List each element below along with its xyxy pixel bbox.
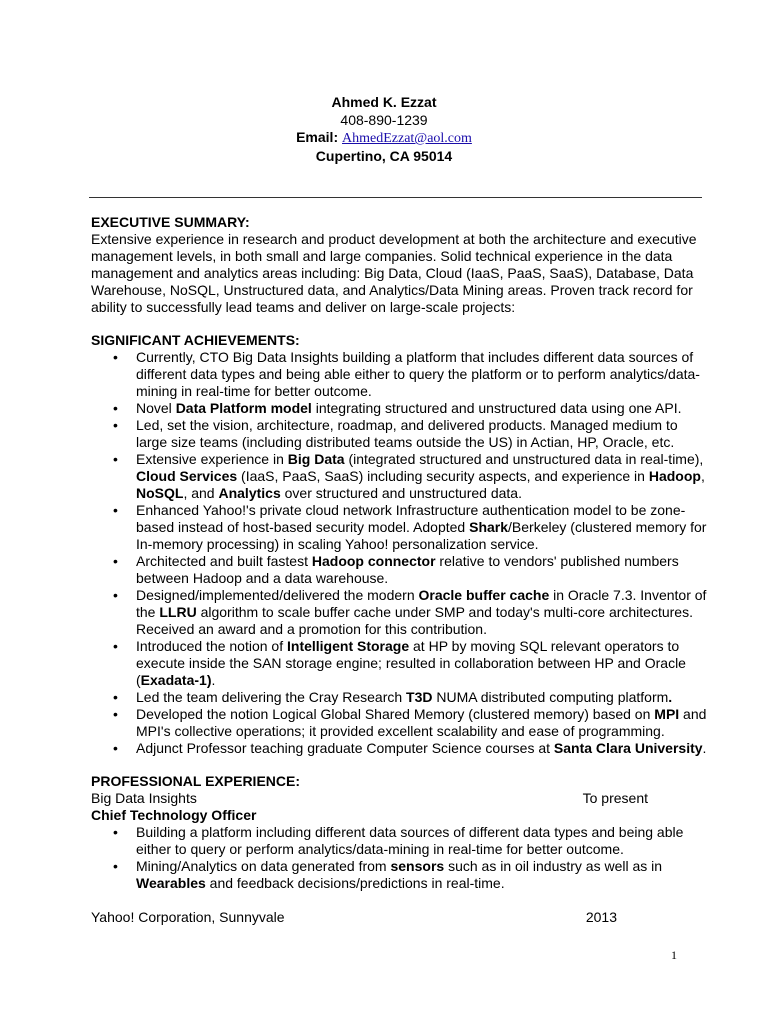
text-run: Designed/implemented/delivered the modern bbox=[136, 587, 419, 603]
job-row bbox=[91, 790, 707, 807]
text-run: Developed the notion Logical Global Shared Memory (clustered memory) based on bbox=[136, 706, 655, 722]
email-line bbox=[0, 129, 768, 148]
company-name: Yahoo! Corporation, Sunnyvale bbox=[91, 909, 285, 925]
bold-text: Intelligent Storage bbox=[287, 638, 410, 654]
text-run: Extensive experience in bbox=[136, 451, 288, 467]
text-run: Enhanced Yahoo!'s private cloud network Infrastructure authentication model to be zone-based instead of host-based security model. Adopted bbox=[136, 502, 686, 535]
text-run: integrating structured and unstructured data using one API. bbox=[311, 400, 682, 416]
text-run: Mining/Analytics on data generated from bbox=[136, 858, 391, 874]
bold-text: Cloud Services bbox=[136, 468, 238, 484]
achievements-section bbox=[91, 332, 707, 757]
contact-header bbox=[0, 94, 768, 165]
resume-body bbox=[91, 214, 707, 926]
text-run: Novel bbox=[136, 400, 176, 416]
section-heading: PROFESSIONAL EXPERIENCE: bbox=[91, 773, 301, 789]
page-number: 1 bbox=[671, 948, 677, 962]
email-label: Email: bbox=[296, 129, 339, 145]
text-run: in Oracle 7.3. Inventor of the bbox=[136, 587, 707, 620]
bullet-item bbox=[91, 417, 707, 451]
bold-text: Oracle buffer cache bbox=[418, 587, 550, 603]
text-run: Introduced the notion of bbox=[136, 638, 287, 654]
executive-summary-section bbox=[91, 214, 707, 316]
candidate-name: Ahmed K. Ezzat bbox=[331, 94, 437, 110]
summary-text: Extensive experience in research and product development at both the architecture and executive management levels, in both small and large companies. Solid technical experience in the data management and analytics areas including: Big Data, Cloud (IaaS, PaaS, SaaS), Database, Data Warehouse, NoSQL, Unstructured data, and Analytics/Data Mining areas. Proven track record for ability to successfully lead teams and deliver on large-scale projects: bbox=[91, 231, 697, 315]
bold-text: Wearables bbox=[136, 875, 206, 891]
bold-text: Shark bbox=[469, 519, 509, 535]
phone-number: 408-890-1239 bbox=[340, 111, 428, 128]
bullet-item bbox=[91, 553, 707, 587]
bullet-item bbox=[91, 706, 707, 740]
text-run: . bbox=[211, 672, 216, 688]
company-name: Big Data Insights bbox=[91, 790, 197, 806]
text-run: Currently, CTO Big Data Insights building a platform that includes different data sources of different data types and being able either to query the platform or to perform analytics/data-mining in real-time for better outcome. bbox=[136, 349, 700, 399]
bold-text: T3D bbox=[406, 689, 433, 705]
text-run: algorithm to scale buffer cache under SMP and today's multi-core architectures. Received an award and a promotion for this contribution. bbox=[136, 604, 693, 637]
section-heading: EXECUTIVE SUMMARY: bbox=[91, 214, 250, 230]
bullet-item bbox=[91, 349, 707, 400]
text-run: , bbox=[700, 468, 705, 484]
bold-text: Data Platform model bbox=[175, 400, 312, 416]
text-run: such as in oil industry as well as in bbox=[444, 858, 663, 874]
bold-text: Exadata-1) bbox=[140, 672, 212, 688]
bullet-item bbox=[91, 689, 707, 706]
bold-text: Big Data bbox=[287, 451, 345, 467]
text-run: Architected and built fastest bbox=[136, 553, 312, 569]
bullet-item bbox=[91, 502, 707, 553]
bold-text: Analytics bbox=[218, 485, 281, 501]
bullet-item bbox=[91, 587, 707, 638]
bullet-item bbox=[91, 451, 707, 502]
job-title: Chief Technology Officer bbox=[91, 807, 257, 823]
job-period: To present bbox=[582, 790, 648, 806]
text-run: over structured and unstructured data. bbox=[280, 485, 522, 501]
bold-text: Santa Clara University bbox=[553, 740, 703, 756]
text-run: (IaaS, PaaS, SaaS) including security aspects, and experience in bbox=[237, 468, 649, 484]
section-heading: SIGNIFICANT ACHIEVEMENTS: bbox=[91, 332, 300, 348]
text-run: , and bbox=[183, 485, 219, 501]
text-run: at HP by moving SQL relevant operators to execute inside the SAN storage engine; resulted in collaboration between HP and Oracle ( bbox=[136, 638, 686, 688]
text-run: . bbox=[702, 740, 707, 756]
bold-text: LLRU bbox=[159, 604, 197, 620]
text-run: Led the team delivering the Cray Research bbox=[136, 689, 407, 705]
text-run: /Berkeley (clustered memory for In-memory processing) in scaling Yahoo! personalization service. bbox=[136, 519, 707, 552]
bullet-item bbox=[91, 740, 707, 757]
bold-text: sensors bbox=[390, 858, 445, 874]
text-run: Building a platform including different data sources of different data types and being able either to query or perform analytics/data-mining in real-time for better outcome. bbox=[136, 824, 684, 857]
text-run: (integrated structured and unstructured data in real-time), bbox=[344, 451, 704, 467]
achievements-list bbox=[91, 349, 707, 757]
experience-section bbox=[91, 773, 707, 926]
experience-list bbox=[91, 824, 707, 892]
bold-text: Hadoop connector bbox=[311, 553, 436, 569]
text-run: relative to vendors' published numbers between Hadoop and a data warehouse. bbox=[136, 553, 679, 586]
bullet-item bbox=[91, 824, 707, 858]
bold-text: Hadoop bbox=[648, 468, 701, 484]
job-row bbox=[91, 909, 707, 926]
header-divider bbox=[89, 197, 702, 198]
job-period: 2013 bbox=[585, 909, 617, 925]
bullet-item bbox=[91, 638, 707, 689]
text-run: NUMA distributed computing platform bbox=[432, 689, 669, 705]
bold-text: . bbox=[668, 689, 673, 705]
text-run: Adjunct Professor teaching graduate Computer Science courses at bbox=[136, 740, 554, 756]
bullet-item bbox=[91, 858, 707, 892]
text-run: Led, set the vision, architecture, roadmap, and delivered products. Managed medium to large size teams (including distributed teams outside the US) in Actian, HP, Oracle, etc. bbox=[136, 417, 678, 450]
bold-text: MPI bbox=[654, 706, 680, 722]
email-link[interactable]: AhmedEzzat@aol.com bbox=[342, 131, 472, 146]
bold-text: NoSQL bbox=[136, 485, 184, 501]
text-run: and MPI's collective operations; it provided excellent scalability and ease of programming. bbox=[136, 706, 707, 739]
text-run: and feedback decisions/predictions in real-time. bbox=[205, 875, 505, 891]
location: Cupertino, CA 95014 bbox=[315, 147, 453, 164]
bullet-item bbox=[91, 400, 707, 417]
